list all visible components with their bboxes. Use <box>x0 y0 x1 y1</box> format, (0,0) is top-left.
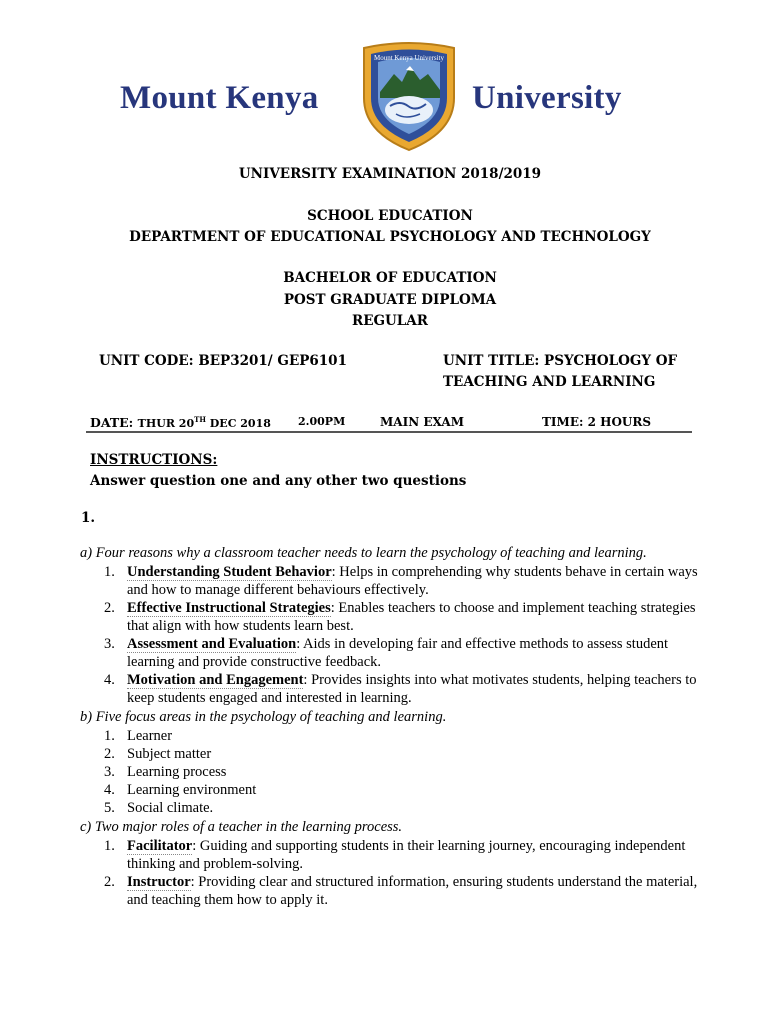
department-name: DEPARTMENT OF EDUCATIONAL PSYCHOLOGY AND TECHNOLOGY <box>129 229 651 245</box>
unit-title <box>443 351 677 393</box>
list-item: 1. Learner <box>104 728 173 744</box>
part-c-list <box>80 837 700 909</box>
list-item: 2. Effective Instructional Strategies: Enables teachers to choose and implement teaching strategies that align with how students learn best. <box>104 600 696 634</box>
list-item: 1. Understanding Student Behavior: Helps in comprehending why students behave in certain ways and how to manage different behaviours effectively. <box>104 564 698 598</box>
list-item: 2. Subject matter <box>104 746 212 762</box>
instructions-text: Answer question one and any other two questions <box>90 473 467 489</box>
part-a-title: a) Four reasons why a classroom teacher needs to learn the psychology of teaching and learning. <box>80 545 647 561</box>
header-divider <box>86 431 692 433</box>
unit-title-line-2: TEACHING AND LEARNING <box>443 374 656 390</box>
part-a-list <box>80 563 700 707</box>
brand-name-left: Mount Kenya <box>120 80 319 116</box>
unit-title-line-1: UNIT TITLE: PSYCHOLOGY OF <box>443 353 678 369</box>
list-item: 4. Motivation and Engagement: Provides insights into what motivates students, helping teachers to keep students engaged and interested in learning. <box>104 672 697 706</box>
brand-name-right: University <box>472 80 622 116</box>
school-name: SCHOOL EDUCATION <box>307 208 473 224</box>
instructions-heading: INSTRUCTIONS: <box>90 452 218 468</box>
list-item: 5. Social climate. <box>104 800 214 816</box>
programme-postgraduate: POST GRADUATE DIPLOMA <box>283 292 497 308</box>
exam-time-of-day: 2.00PM <box>298 415 346 428</box>
exam-duration: TIME: 2 HOURS <box>542 415 652 429</box>
list-item: 4. Learning environment <box>104 782 257 798</box>
programme-bachelor: BACHELOR OF EDUCATION <box>283 270 497 286</box>
list-item: 3. Learning process <box>104 764 227 780</box>
list-item: 1. Facilitator: Guiding and supporting students in their learning journey, encouraging independent thinking and problem-solving. <box>104 838 686 872</box>
list-item: 2. Instructor: Providing clear and structured information, ensuring students understand the material, and teaching them how to apply it. <box>104 874 698 908</box>
unit-code: UNIT CODE: BEP3201/ GEP6101 <box>99 353 347 369</box>
crest-motto: Mount Kenya University <box>374 54 444 62</box>
exam-type: MAIN EXAM <box>380 415 464 429</box>
part-b-list <box>80 727 700 817</box>
exam-date: DATE: THUR 20TH DEC 2018 <box>90 415 271 431</box>
question-number: 1. <box>81 510 96 526</box>
list-item: 3. Assessment and Evaluation: Aids in developing fair and effective methods to assess student learning and provide constructive feedback. <box>104 636 669 670</box>
part-b-title: b) Five focus areas in the psychology of teaching and learning. <box>80 709 447 725</box>
answer-body <box>80 544 700 910</box>
part-c-title: c) Two major roles of a teacher in the learning process. <box>80 819 403 835</box>
exam-title: UNIVERSITY EXAMINATION 2018/2019 <box>238 166 542 182</box>
university-crest-icon <box>354 40 464 152</box>
study-mode: REGULAR <box>352 313 428 329</box>
